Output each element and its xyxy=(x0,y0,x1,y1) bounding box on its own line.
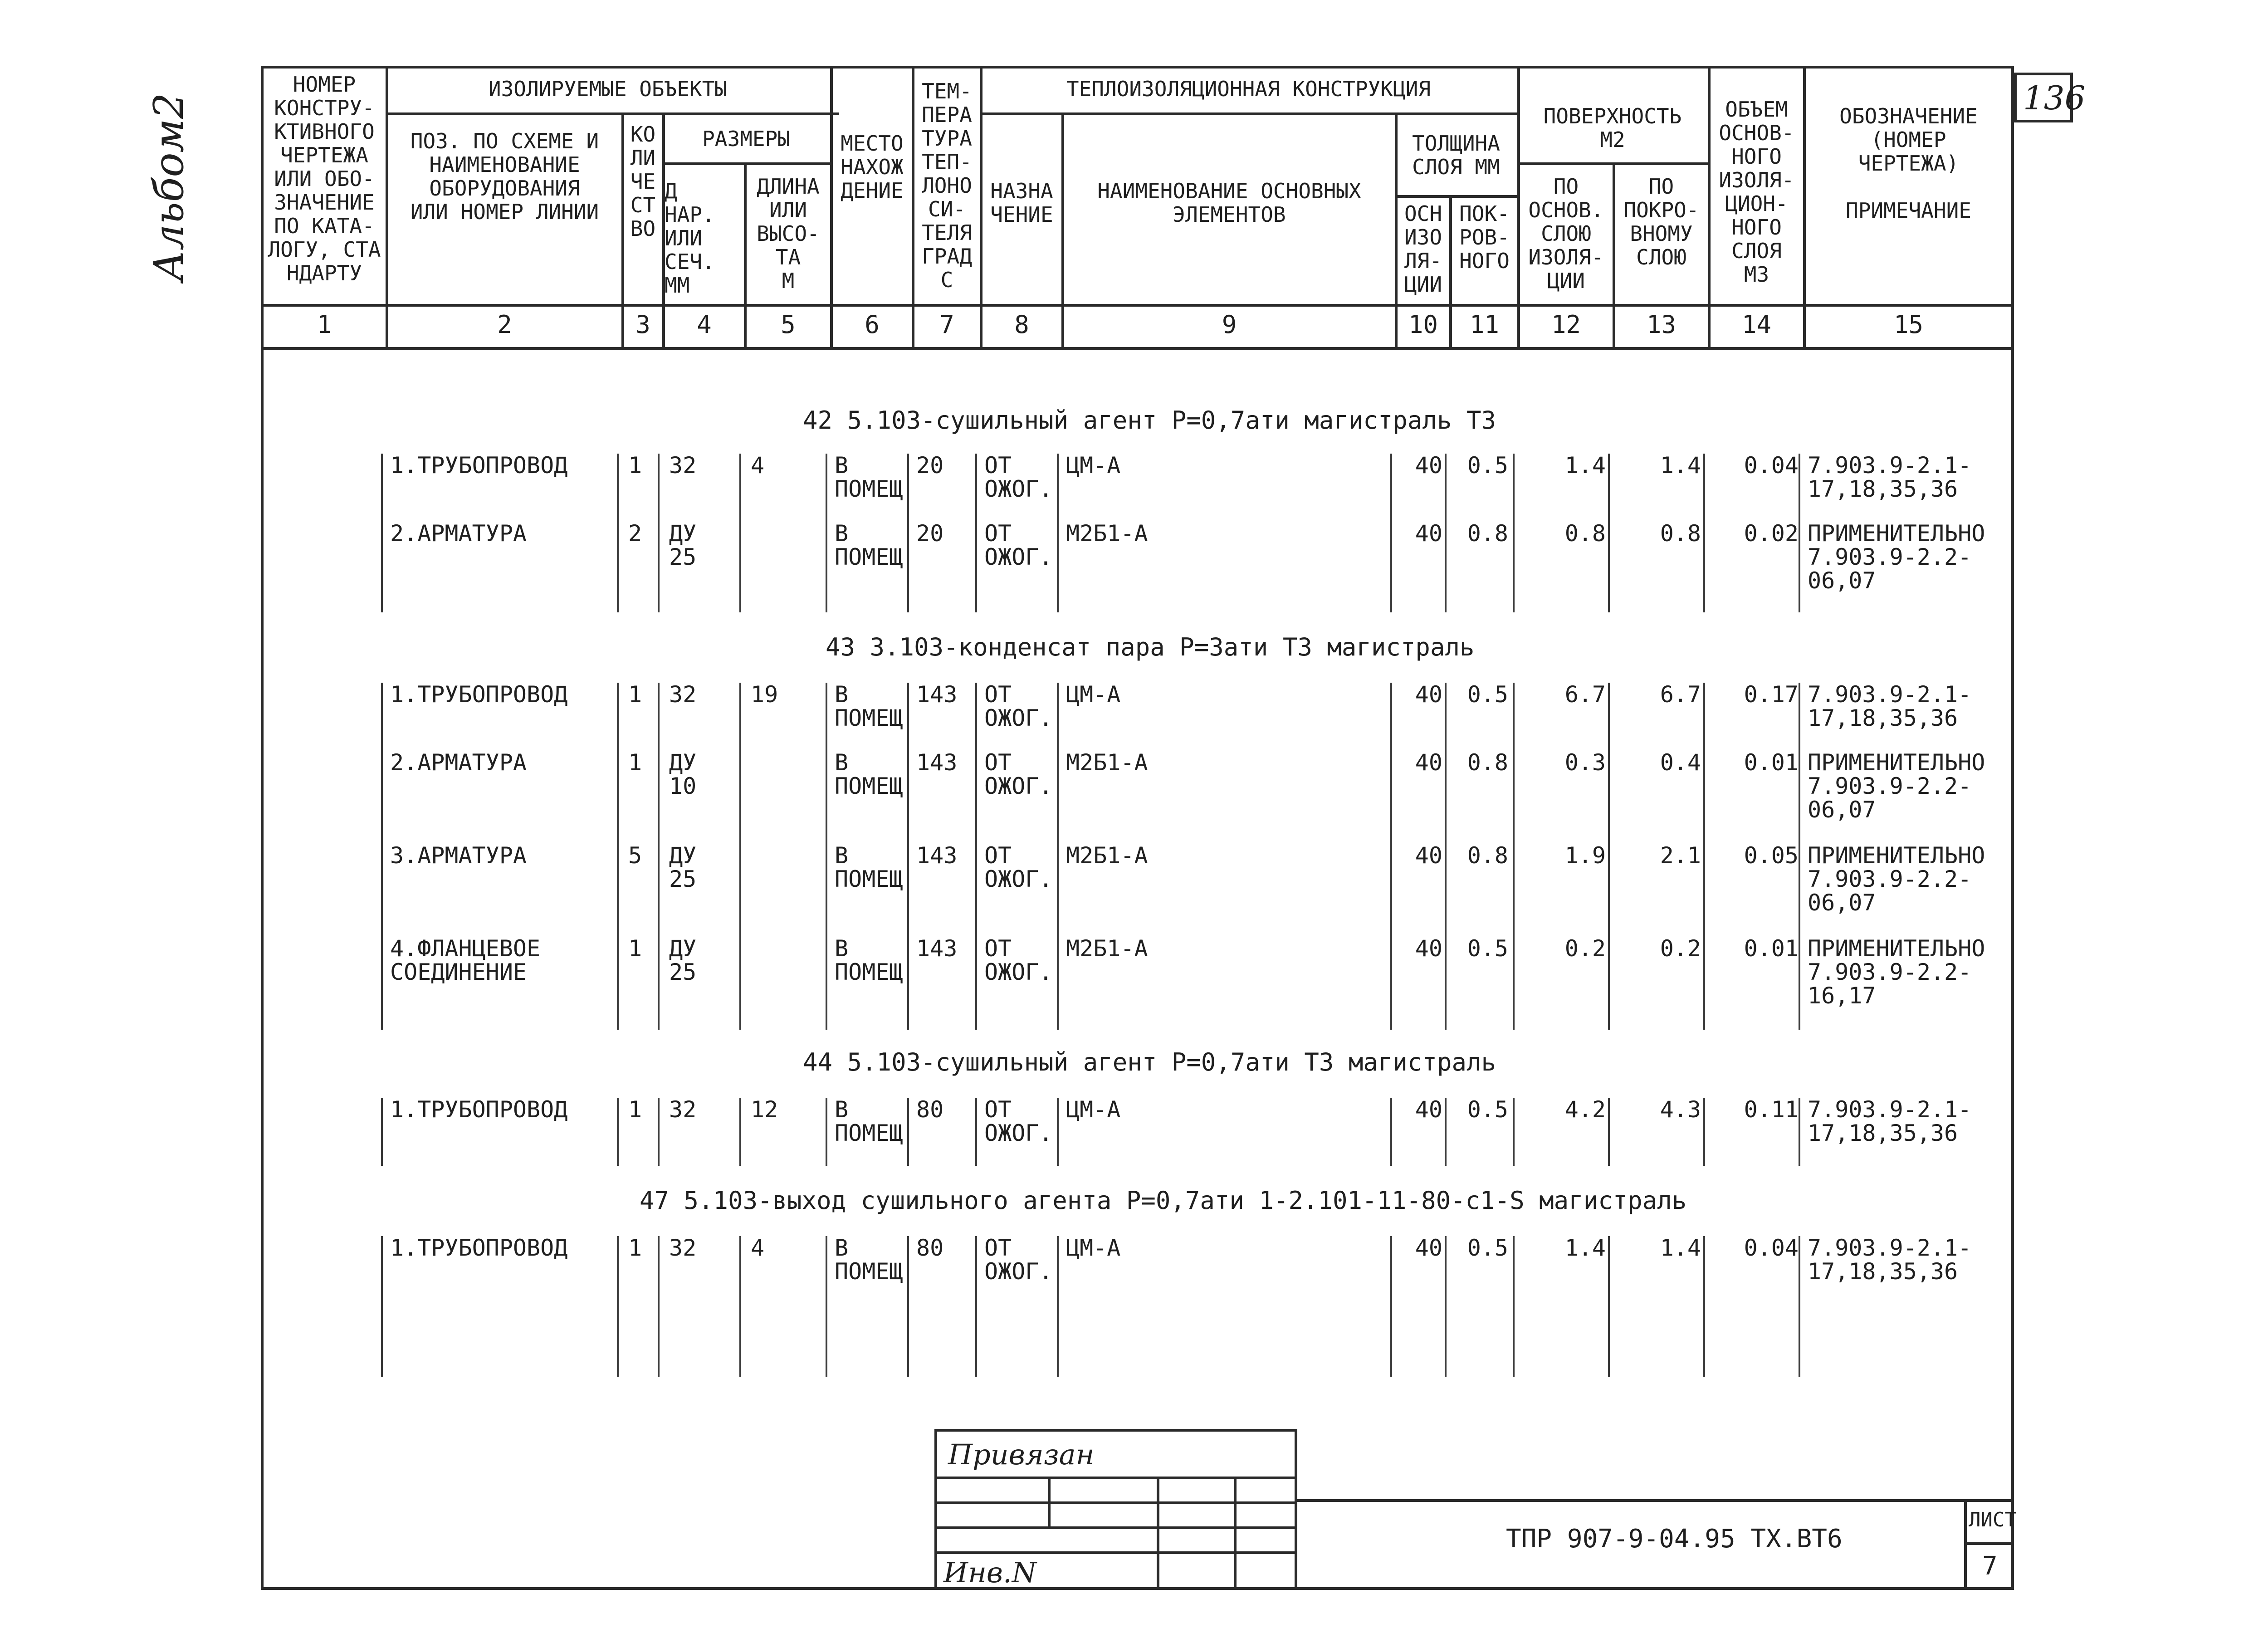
cell-note: ПРИМЕНИТЕЛЬНО 7.903.9-2.2- 06,07 xyxy=(1808,842,1985,916)
cell-purpose: ОТ ОЖОГ. xyxy=(984,452,1053,502)
cell-elements: ЦМ-А xyxy=(1066,1096,1121,1123)
column-separator xyxy=(1390,1098,1392,1166)
cell-note: ПРИМЕНИТЕЛЬНО 7.903.9-2.2- 06,07 xyxy=(1808,749,1985,823)
cell-temp: 20 xyxy=(916,520,944,547)
column-separator xyxy=(1608,1098,1610,1166)
cell-item: 1.ТРУБОПРОВОД xyxy=(390,452,568,479)
cell-diameter: 32 xyxy=(669,1096,697,1123)
column-separator xyxy=(907,454,909,612)
column-separator xyxy=(1390,1236,1392,1377)
column-separator xyxy=(1513,1098,1515,1166)
cell-temp: 143 xyxy=(916,935,958,962)
cell-temp: 143 xyxy=(916,749,958,776)
cell-item: 1.ТРУБОПРОВОД xyxy=(390,1096,568,1123)
table-row xyxy=(0,751,2268,841)
cell-thick-main: 40 xyxy=(1415,1235,1442,1261)
cell-volume: 0.04 xyxy=(1744,452,1799,479)
col-1-title: НОМЕР КОНСТРУ- КТИВНОГО ЧЕРТЕЖА ИЛИ ОБО- ЗНАЧЕНИЕ ПО КАТА- ЛОГУ, СТА НДАРТУ xyxy=(268,72,381,285)
column-separator xyxy=(907,683,909,1030)
album-label: Альбом2 xyxy=(145,93,193,281)
cell-volume: 0.01 xyxy=(1744,935,1799,962)
cell-thick-cover: 0.5 xyxy=(1467,681,1508,708)
column-separator xyxy=(1799,454,1800,612)
colnum-bottom-line xyxy=(261,347,2014,350)
cell-diameter: 32 xyxy=(669,1235,697,1261)
column-separator xyxy=(1390,454,1392,612)
col-13-title: ПО ПОКРО- ВНОМУ СЛОЮ xyxy=(1623,174,1699,269)
cell-qty: 1 xyxy=(628,681,642,708)
cell-thick-cover: 0.5 xyxy=(1467,935,1508,962)
column-separator xyxy=(1608,454,1610,612)
cell-thick-cover: 0.5 xyxy=(1467,1235,1508,1261)
column-separator xyxy=(1703,1098,1705,1166)
table-row xyxy=(0,522,2268,612)
cell-surf-main: 0.3 xyxy=(1564,749,1606,776)
column-separator xyxy=(1057,1098,1059,1166)
col-7-title: ТЕМ- ПЕРА ТУРА ТЕП- ЛОНО СИ- ТЕЛЯ ГРАД С xyxy=(922,79,972,292)
doc-code: ТПР 907-9-04.95 ТХ.ВТ6 xyxy=(1506,1524,1843,1554)
col-num-5: 5 xyxy=(781,310,796,339)
cell-purpose: ОТ ОЖОГ. xyxy=(984,681,1053,731)
cell-length: 12 xyxy=(751,1096,778,1123)
stamp-v-2 xyxy=(1157,1477,1159,1590)
cell-thick-main: 40 xyxy=(1415,681,1442,708)
column-separator xyxy=(1608,683,1610,1030)
column-separator xyxy=(1799,683,1800,1030)
cell-item: 3.АРМАТУРА xyxy=(390,842,527,869)
page-number-box xyxy=(2014,73,2086,122)
column-separator xyxy=(1445,1236,1447,1377)
cell-item: 1.ТРУБОПРОВОД xyxy=(390,1235,568,1261)
cell-diameter: ДУ 25 xyxy=(669,520,697,570)
cell-thick-main: 40 xyxy=(1415,452,1442,479)
cell-purpose: ОТ ОЖОГ. xyxy=(984,749,1053,799)
stamp-line-1 xyxy=(934,1477,1297,1479)
col-10-title: ОСН ИЗО ЛЯ- ЦИИ xyxy=(1404,201,1442,297)
cell-temp: 80 xyxy=(916,1235,944,1261)
column-separator xyxy=(739,1236,741,1377)
col-12-title: ПО ОСНОВ. СЛОЮ ИЗОЛЯ- ЦИИ xyxy=(1528,174,1604,293)
cell-thick-main: 40 xyxy=(1415,520,1442,547)
column-separator xyxy=(1703,1236,1705,1377)
cell-note: 7.903.9-2.1- 17,18,35,36 xyxy=(1808,452,1972,502)
cell-thick-cover: 0.5 xyxy=(1467,452,1508,479)
column-separator xyxy=(1445,683,1447,1030)
col-9-title: НАИМЕНОВАНИЕ ОСНОВНЫХ ЭЛЕМЕНТОВ xyxy=(1097,179,1361,227)
column-separator xyxy=(1445,1098,1447,1166)
column-separator xyxy=(1608,1236,1610,1377)
cell-temp: 143 xyxy=(916,681,958,708)
cell-volume: 0.11 xyxy=(1744,1096,1799,1123)
column-separator xyxy=(1390,683,1392,1030)
construction-group-line xyxy=(980,112,1520,115)
header-construction: ТЕПЛОИЗОЛЯЦИОННАЯ КОНСТРУКЦИЯ xyxy=(1066,77,1431,101)
col-num-10: 10 xyxy=(1408,310,1438,339)
stamp-line-3 xyxy=(934,1526,1297,1529)
column-separator xyxy=(739,454,741,612)
column-separator xyxy=(826,1098,827,1166)
column-separator xyxy=(739,1098,741,1166)
cell-surf-cover: 0.2 xyxy=(1660,935,1701,962)
cell-surf-cover: 4.3 xyxy=(1660,1096,1701,1123)
objects-group-line xyxy=(386,112,839,115)
column-separator xyxy=(1057,454,1059,612)
header-thickness: ТОЛЩИНА СЛОЯ ММ xyxy=(1412,131,1500,179)
cell-thick-main: 40 xyxy=(1415,935,1442,962)
cell-temp: 20 xyxy=(916,452,944,479)
col-num-12: 12 xyxy=(1551,310,1581,339)
cell-surf-main: 1.4 xyxy=(1564,1235,1606,1261)
col-num-13: 13 xyxy=(1646,310,1677,339)
cell-note: 7.903.9-2.1- 17,18,35,36 xyxy=(1808,1235,1972,1285)
cell-thick-main: 40 xyxy=(1415,749,1442,776)
cell-item: 4.ФЛАНЦЕВОЕ СОЕДИНЕНИЕ xyxy=(390,935,541,985)
cell-location: В ПОМЕЩ xyxy=(835,842,903,892)
cell-note: ПРИМЕНИТЕЛЬНО 7.903.9-2.2- 16,17 xyxy=(1808,935,1985,1009)
header-surface: ПОВЕРХНОСТЬ М2 xyxy=(1543,104,1682,152)
cell-thick-cover: 0.8 xyxy=(1467,749,1508,776)
cell-location: В ПОМЕЩ xyxy=(835,681,903,731)
cell-purpose: ОТ ОЖОГ. xyxy=(984,842,1053,892)
title-block xyxy=(934,1429,2017,1590)
col-15-title: ОБОЗНАЧЕНИЕ (НОМЕР ЧЕРТЕЖА) ПРИМЕЧАНИЕ xyxy=(1839,104,1978,223)
cell-diameter: ДУ 10 xyxy=(669,749,697,799)
col-8-title: НАЗНА ЧЕНИЕ xyxy=(990,179,1053,227)
header-sizes: РАЗМЕРЫ xyxy=(702,127,790,151)
cell-diameter: 32 xyxy=(669,681,697,708)
column-separator xyxy=(1057,1236,1059,1377)
col-2-title: ПОЗ. ПО СХЕМЕ И НАИМЕНОВАНИЕ ОБОРУДОВАНИЯ ИЛИ НОМЕР ЛИНИИ xyxy=(410,129,599,224)
cell-surf-main: 4.2 xyxy=(1564,1096,1606,1123)
cell-location: В ПОМЕЩ xyxy=(835,520,903,570)
column-separator xyxy=(1799,1236,1800,1377)
cell-thick-cover: 0.5 xyxy=(1467,1096,1508,1123)
cell-surf-main: 6.7 xyxy=(1564,681,1606,708)
cell-surf-cover: 1.4 xyxy=(1660,1235,1701,1261)
cell-temp: 80 xyxy=(916,1096,944,1123)
column-separator xyxy=(739,683,741,1030)
cell-elements: ЦМ-А xyxy=(1066,681,1121,708)
column-separator xyxy=(381,1098,383,1166)
col-num-3: 3 xyxy=(635,310,650,339)
cell-elements: ЦМ-А xyxy=(1066,452,1121,479)
table-row xyxy=(0,844,2268,934)
cell-location: В ПОМЕЩ xyxy=(835,935,903,985)
cell-qty: 1 xyxy=(628,749,642,776)
cell-elements: М2Б1-А xyxy=(1066,842,1148,869)
cell-item: 1.ТРУБОПРОВОД xyxy=(390,681,568,708)
table-row xyxy=(0,1236,2268,1304)
table-row xyxy=(0,1098,2268,1166)
cell-temp: 143 xyxy=(916,842,958,869)
column-separator xyxy=(1703,454,1705,612)
column-separator xyxy=(975,1236,977,1377)
cell-note: 7.903.9-2.1- 17,18,35,36 xyxy=(1808,681,1972,731)
cell-qty: 5 xyxy=(628,842,642,869)
cell-volume: 0.17 xyxy=(1744,681,1799,708)
cell-length: 4 xyxy=(751,1235,765,1261)
group-title: 47 5.103-выход сушильного агента Р=0,7ати 1-2.101-11-80-с1-S магистраль xyxy=(640,1186,1687,1215)
cell-volume: 0.05 xyxy=(1744,842,1799,869)
cell-item: 2.АРМАТУРА xyxy=(390,749,527,776)
cell-purpose: ОТ ОЖОГ. xyxy=(984,1235,1053,1285)
cell-surf-main: 1.4 xyxy=(1564,452,1606,479)
cell-surf-cover: 0.8 xyxy=(1660,520,1701,547)
page-number: 136 xyxy=(2023,79,2086,117)
cell-elements: ЦМ-А xyxy=(1066,1235,1121,1261)
column-separator xyxy=(617,1236,619,1377)
table-row xyxy=(0,937,2268,1027)
cell-length: 4 xyxy=(751,452,765,479)
column-separator xyxy=(826,683,827,1030)
header-objects: ИЗОЛИРУЕМЫЕ ОБЪЕКТЫ xyxy=(488,77,728,101)
cell-qty: 1 xyxy=(628,452,642,479)
col-4-title: Д НАР. ИЛИ СЕЧ. ММ xyxy=(665,179,715,298)
column-separator xyxy=(1445,454,1447,612)
col-num-6: 6 xyxy=(865,310,880,339)
cell-surf-main: 0.8 xyxy=(1564,520,1606,547)
cell-diameter: ДУ 25 xyxy=(669,935,697,985)
column-separator xyxy=(1513,1236,1515,1377)
privyazan-label: Привязан xyxy=(948,1438,1095,1471)
cell-elements: М2Б1-А xyxy=(1066,935,1148,962)
col-num-11: 11 xyxy=(1469,310,1500,339)
cell-qty: 1 xyxy=(628,935,642,962)
column-separator xyxy=(658,683,660,1030)
cell-surf-main: 0.2 xyxy=(1564,935,1606,962)
sheet-box-mid xyxy=(1964,1542,2014,1545)
cell-purpose: ОТ ОЖОГ. xyxy=(984,935,1053,985)
column-separator xyxy=(1513,454,1515,612)
column-separator xyxy=(381,1236,383,1377)
cell-length: 19 xyxy=(751,681,778,708)
cell-volume: 0.02 xyxy=(1744,520,1799,547)
column-separator xyxy=(617,454,619,612)
thickness-group-line xyxy=(1395,195,1517,198)
column-separator xyxy=(975,1098,977,1166)
cell-surf-cover: 0.4 xyxy=(1660,749,1701,776)
cell-qty: 2 xyxy=(628,520,642,547)
cell-location: В ПОМЕЩ xyxy=(835,452,903,502)
column-separator xyxy=(975,454,977,612)
cell-volume: 0.01 xyxy=(1744,749,1799,776)
stamp-line-4 xyxy=(934,1551,1297,1554)
column-separator xyxy=(975,683,977,1030)
group-title: 44 5.103-сушильный агент Р=0,7ати Т3 магистраль xyxy=(803,1048,1496,1076)
cell-surf-cover: 1.4 xyxy=(1660,452,1701,479)
cell-thick-cover: 0.8 xyxy=(1467,842,1508,869)
stamp-v-1 xyxy=(1048,1477,1051,1526)
col-num-2: 2 xyxy=(497,310,512,339)
column-separator xyxy=(658,1098,660,1166)
cell-item: 2.АРМАТУРА xyxy=(390,520,527,547)
cell-surf-main: 1.9 xyxy=(1564,842,1606,869)
cell-volume: 0.04 xyxy=(1744,1235,1799,1261)
column-separator xyxy=(658,1236,660,1377)
stamp-line-2 xyxy=(934,1501,1297,1504)
column-separator xyxy=(381,683,383,1030)
column-separator xyxy=(381,454,383,612)
cell-diameter: 32 xyxy=(669,452,697,479)
cell-location: В ПОМЕЩ xyxy=(835,1235,903,1285)
column-separator xyxy=(617,683,619,1030)
col-5-title: ДЛИНА ИЛИ ВЫСО- ТА М xyxy=(757,174,820,293)
column-separator xyxy=(907,1098,909,1166)
table-row xyxy=(0,683,2268,751)
stamp-v-3 xyxy=(1234,1477,1237,1590)
cell-note: ПРИМЕНИТЕЛЬНО 7.903.9-2.2- 06,07 xyxy=(1808,520,1985,594)
column-separator xyxy=(826,1236,827,1377)
header-bottom-line xyxy=(261,304,2014,307)
column-separator xyxy=(826,454,827,612)
col-3-title: КО ЛИ ЧЕ СТ ВО xyxy=(630,122,656,241)
column-separator xyxy=(617,1098,619,1166)
cell-qty: 1 xyxy=(628,1235,642,1261)
col-6-title: МЕСТО НАХОЖ ДЕНИЕ xyxy=(841,131,904,203)
cell-purpose: ОТ ОЖОГ. xyxy=(984,520,1053,570)
cell-qty: 1 xyxy=(628,1096,642,1123)
inv-label: Инв.N xyxy=(943,1556,1036,1589)
column-separator xyxy=(658,454,660,612)
cell-location: В ПОМЕЩ xyxy=(835,749,903,799)
col-11-title: ПОК- РОВ- НОГО xyxy=(1459,201,1510,273)
col-num-7: 7 xyxy=(939,310,954,339)
cell-note: 7.903.9-2.1- 17,18,35,36 xyxy=(1808,1096,1972,1146)
cell-location: В ПОМЕЩ xyxy=(835,1096,903,1146)
col-num-15: 15 xyxy=(1893,310,1924,339)
group-title: 42 5.103-сушильный агент Р=0,7ати магистраль Т3 xyxy=(803,406,1496,435)
col-num-1: 1 xyxy=(317,310,332,339)
col-14-title: ОБЪЕМ ОСНОВ- НОГО ИЗОЛЯ- ЦИОН- НОГО СЛОЯ МЗ xyxy=(1719,97,1794,287)
sheet-label: ЛИСТ xyxy=(1969,1508,2017,1531)
sheet-number: 7 xyxy=(1982,1551,1998,1581)
hdr-v-5 xyxy=(830,66,833,349)
table-row xyxy=(0,454,2268,522)
cell-thick-main: 40 xyxy=(1415,1096,1442,1123)
col-num-4: 4 xyxy=(697,310,712,339)
cell-thick-main: 40 xyxy=(1415,842,1442,869)
cell-purpose: ОТ ОЖОГ. xyxy=(984,1096,1053,1146)
cell-elements: М2Б1-А xyxy=(1066,749,1148,776)
col-num-9: 9 xyxy=(1222,310,1237,339)
stamp-top-line xyxy=(1297,1499,2014,1502)
column-separator xyxy=(1513,683,1515,1030)
column-separator xyxy=(1057,683,1059,1030)
column-separator xyxy=(907,1236,909,1377)
col-num-8: 8 xyxy=(1014,310,1029,339)
column-separator xyxy=(1799,1098,1800,1166)
group-title: 43 3.103-конденсат пара Р=3ати Т3 магистраль xyxy=(826,633,1475,661)
col-num-14: 14 xyxy=(1741,310,1772,339)
cell-thick-cover: 0.8 xyxy=(1467,520,1508,547)
column-separator xyxy=(1703,683,1705,1030)
cell-surf-cover: 2.1 xyxy=(1660,842,1701,869)
cell-elements: М2Б1-А xyxy=(1066,520,1148,547)
cell-surf-cover: 6.7 xyxy=(1660,681,1701,708)
cell-diameter: ДУ 25 xyxy=(669,842,697,892)
